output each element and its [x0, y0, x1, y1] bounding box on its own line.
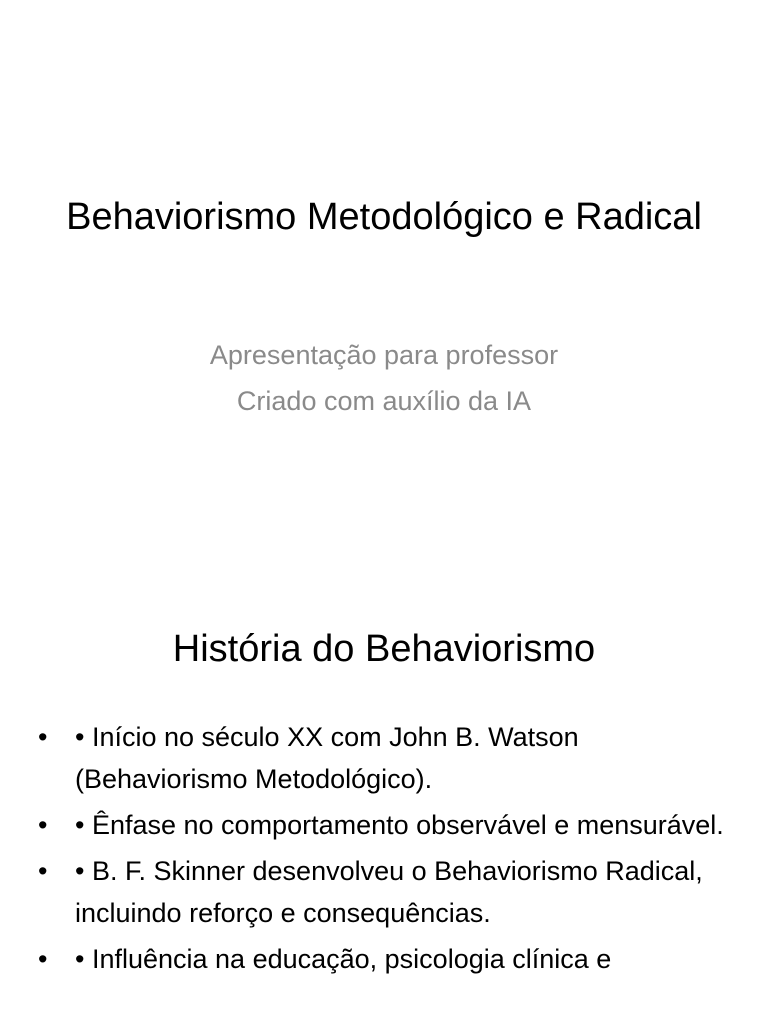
slide-history	[0, 576, 768, 1024]
bullet-item	[38, 804, 738, 846]
subtitle-line-1: Apresentação para professor	[209, 340, 559, 370]
bullet-text: • B. F. Skinner desenvolveu o Behaviorismo Radical, incluindo reforço e consequências.	[75, 856, 703, 928]
presentation-subtitle	[40, 332, 728, 424]
bullet-item	[38, 938, 738, 980]
bullet-text: • Influência na educação, psicologia clínica e	[75, 944, 612, 974]
bullet-text: • Ênfase no comportamento observável e mensurável.	[75, 810, 724, 840]
bullet-marker: •	[38, 722, 48, 752]
bullet-marker: •	[38, 856, 48, 886]
bullet-text: • Início no século XX com John B. Watson (Behaviorismo Metodológico).	[75, 722, 579, 794]
bullet-item	[38, 850, 738, 934]
subtitle-line-2: Criado com auxílio da IA	[236, 386, 532, 416]
slide-heading: História do Behaviorismo	[172, 628, 596, 670]
bullet-marker: •	[38, 810, 48, 840]
bullet-marker: •	[38, 944, 48, 974]
bullet-item	[38, 716, 738, 800]
bullet-list	[38, 716, 738, 984]
presentation-title: Behaviorismo Metodológico e Radical	[66, 196, 702, 238]
